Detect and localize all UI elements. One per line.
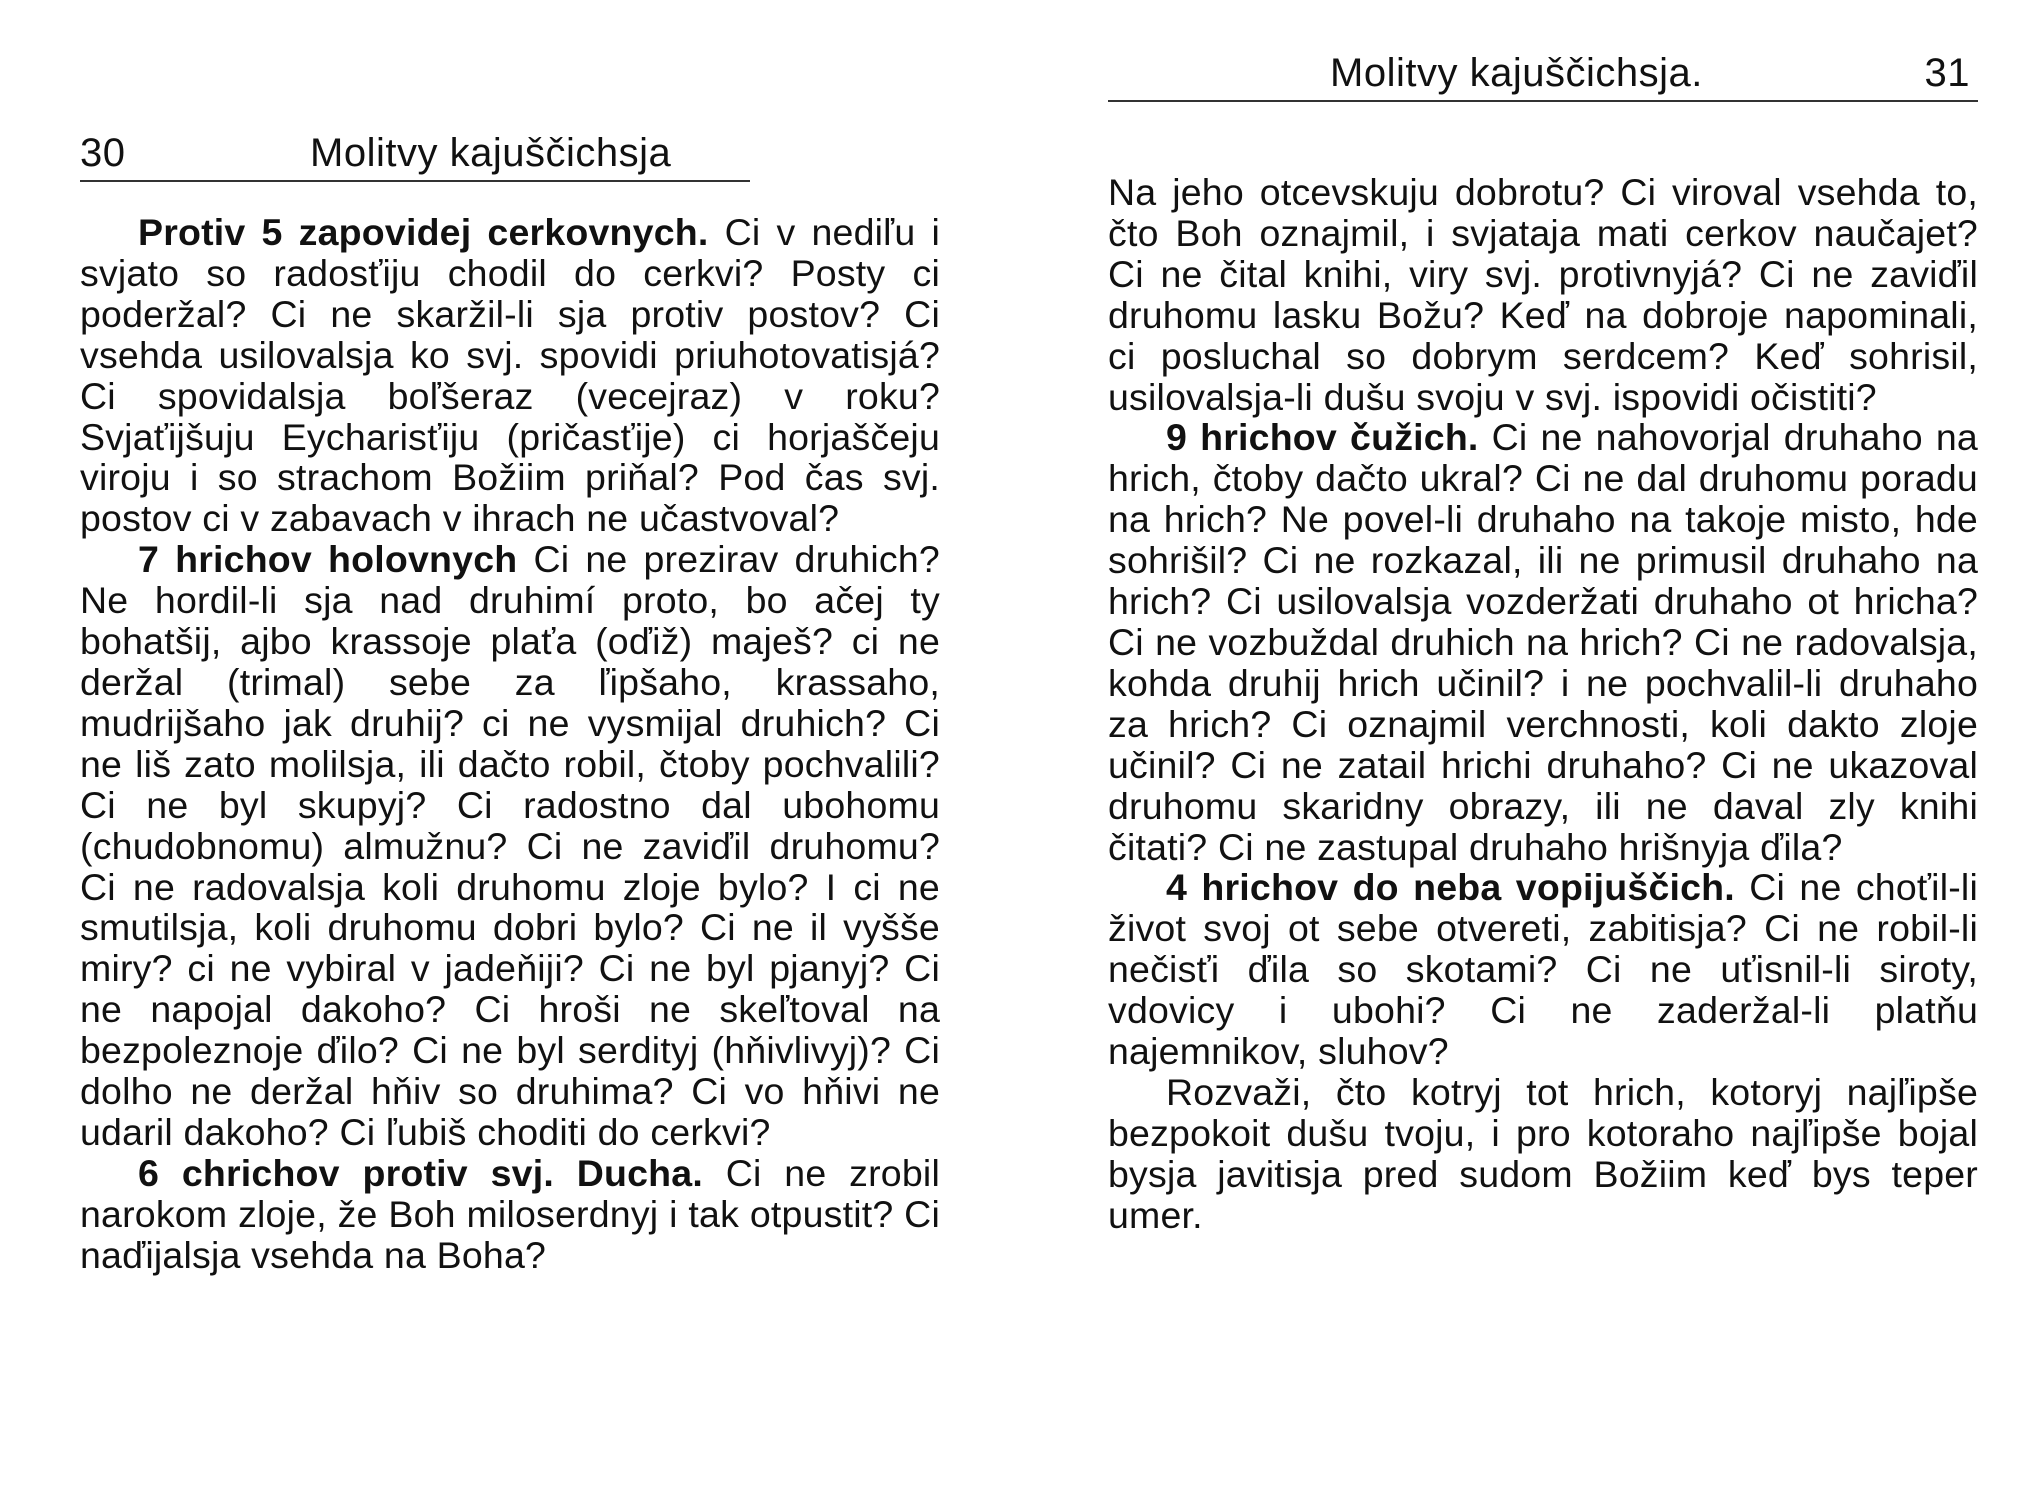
paragraph bbox=[1108, 1072, 1978, 1236]
paragraph-text: Ci ne prezirav druhich? Ne hordil-li sja nad druhimí proto, bo ačej ty bohatšij, ajbo krassoje plaťa (oďiž) maješ? ci ne deržal (trimal) sebe za ľipšaho, krassaho, mudrijšaho jak druhij? ci ne vysmijal druhich? Ci ne liš zato molilsja, ili dačto robil, čtoby pochvalili? Ci ne byl skupyj? Ci radostno dal ubohomu (chudobnomu) almužnu? Ci ne zaviďil druhomu? Ci ne radovalsja koli druhomu zloje bylo? I ci ne smutilsja, koli druhomu dobri bylo? Ci ne il vyšše miry? ci ne vybiral v jadeňiji? Ci ne byl pjanyj? Ci ne napojal dakoho? Ci hroši ne skeľtoval na bezpoleznoje ďilo? Ci ne byl serdityj (hňivlivyj)? Ci dolho ne deržal hňiv so druhima? Ci vo hňivi ne udaril dakoho? Ci ľubiš choditi do cerkvi? bbox=[80, 538, 940, 1153]
paragraph-heading: 7 hrichov holovnych bbox=[138, 538, 518, 581]
paragraph bbox=[1108, 172, 1978, 417]
right-running-head bbox=[1108, 40, 1978, 102]
paragraph-text: Ci ne choťil-li život svoj ot sebe otvereti, zabitisja? Ci ne robil-li nečisťi ďila so skotami? Ci ne uťisnil-li siroty, vdovicy i ubohi? Ci ne zaderžal-li platňu najemnikov, sluhov? bbox=[1108, 866, 1978, 1073]
paragraph-heading: 9 hrichov čužich. bbox=[1166, 416, 1479, 459]
right-running-title: Molitvy kajuščichsja. bbox=[1330, 51, 1703, 95]
paragraph-text: Ci ne zrobil narokom zloje, že Boh miloserdnyj i tak otpustit? Ci naďijalsja vsehda na Boha? bbox=[80, 1151, 940, 1276]
paragraph-text: Ci ne nahovorjal druhaho na hrich, čtoby dačto ukral? Ci ne dal druhomu poradu na hrich? Ne povel-li druhaho na takoje misto, hde sohrišil? Ci ne rozkazal, ili ne primusil druhaho na hrich? Ci usilovalsja vozderžati druhaho ot hricha? Ci ne vozbuždal druhich na hrich? Ci ne radovalsja, kohda druhij hrich učinil? i ne pochvalil-li druhaho za hrich? Ci oznajmil verchnosti, koli dakto zloje učinil? Ci ne zatail hrichi druhaho? Ci ne ukazoval druhomu skaridny obrazy, ili ne daval zly knihi čitati? Ci ne zastupal druhaho hrišnyja ďila? bbox=[1108, 416, 1978, 868]
paragraph bbox=[80, 539, 940, 1153]
paragraph-text: Rozvaži, čto kotryj tot hrich, kotoryj najľipše bezpokoit dušu tvoju, i pro kotoraho najľipše bojal bysja javitisja pred sudom Božiim keď bys teper umer. bbox=[1108, 1070, 1978, 1236]
paragraph bbox=[80, 1153, 940, 1276]
paragraph-heading: 6 chrichov protiv svj. Ducha. bbox=[138, 1151, 703, 1194]
paragraph-heading: 4 hrichov do neba vopijuščich. bbox=[1166, 866, 1735, 909]
paragraph-heading: Protiv 5 zapovidej cerkovnych. bbox=[138, 211, 709, 253]
paragraph bbox=[80, 212, 940, 539]
paragraph bbox=[1108, 867, 1978, 1072]
paragraph bbox=[1108, 417, 1978, 867]
left-page-number: 30 bbox=[80, 131, 126, 175]
left-running-head bbox=[80, 120, 750, 182]
right-page-number: 31 bbox=[1924, 51, 1970, 95]
left-running-title: Molitvy kajuščichsja bbox=[310, 131, 672, 175]
left-body-text bbox=[80, 212, 940, 1276]
paragraph-text: Ci v nediľu i svjato so radosťiju chodil do cerkvi? Posty ci poderžal? Ci ne skaržil-li sja protiv postov? Ci vsehda usilovalsja ko svj. spovidi priuhotovatisjá? Ci spovidalsja boľšeraz (vecejraz) v roku? Svjaťijšuju Eycharisťiju (pričasťije) ci horjaščeju viroju i so strachom Božiim priňal? Pod čas svj. postov ci v zabavach v ihrach ne učastvoval? bbox=[80, 211, 940, 540]
right-body-text bbox=[1108, 172, 1978, 1236]
paragraph-text: Na jeho otcevskuju dobrotu? Ci viroval vsehda to, čto Boh oznajmil, i svjataja mati cerkov naučajet? Ci ne čital knihi, viry svj. protivnyjá? Ci ne zaviďil druhomu lasku Božu? Keď na dobroje napominali, ci posluchal so dobrym serdcem? Keď sohrisil, usilovalsja-li dušu svoju v svj. ispovidi očistiti? bbox=[1108, 171, 1978, 418]
